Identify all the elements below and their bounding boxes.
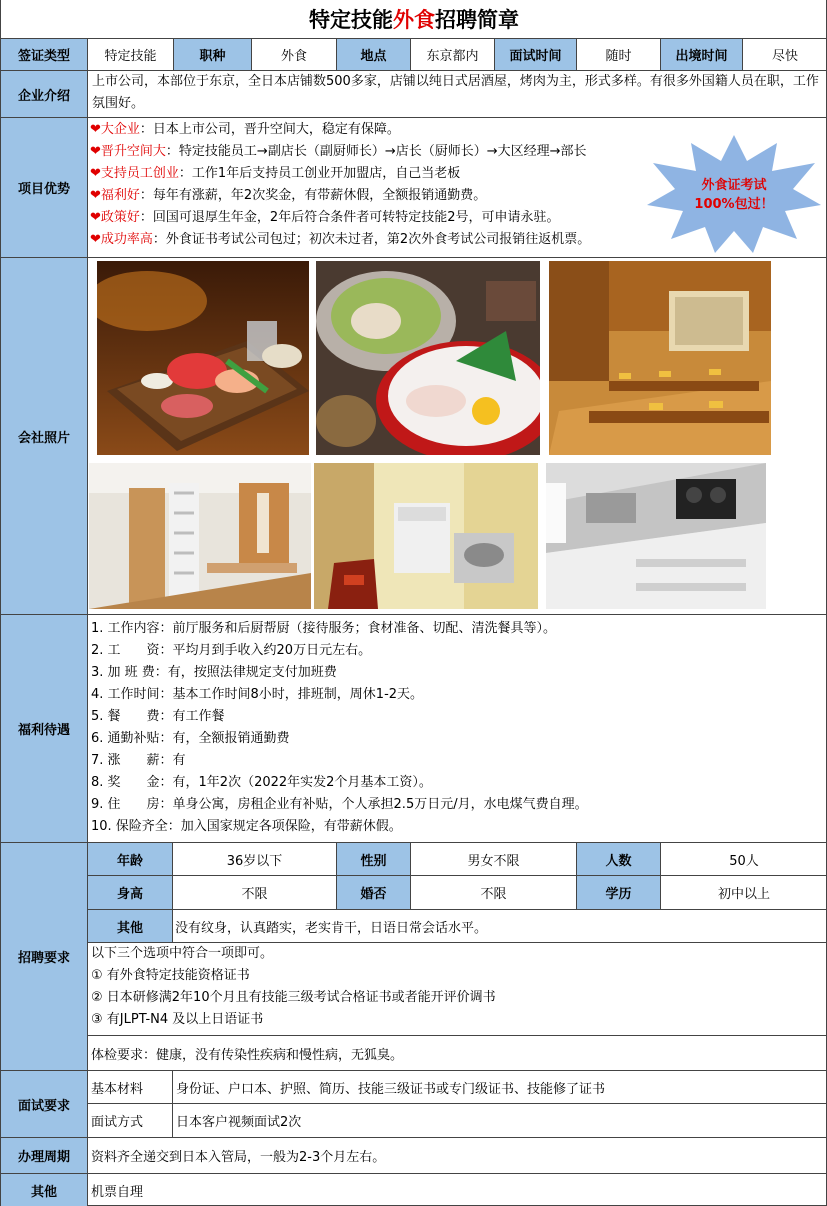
education-value: 初中以上 [660, 875, 827, 909]
job-type-value: 外食 [251, 38, 336, 70]
kitchen-photo [546, 463, 766, 609]
marital-status-label: 婚否 [336, 875, 410, 909]
processing-period-value: 资料齐全递交到日本入管局，一般为2-3个月左右。 [87, 1137, 827, 1173]
gender-label: 性别 [336, 842, 410, 875]
welfare-item: 2. 工 资：平均月到手收入约20万日元左右。 [91, 643, 372, 658]
education-label: 学历 [576, 875, 660, 909]
apartment-room-photo [89, 463, 311, 609]
heart-icon: ❤ [90, 166, 101, 181]
photo-gallery [87, 257, 827, 614]
badge-line-2: 100%包过！ [694, 197, 774, 212]
advantage-item: ❤福利好：每年有涨薪，年2次奖金，有带薪休假，全额报销通勤费。 [90, 188, 487, 203]
processing-period-label: 办理周期 [0, 1137, 87, 1173]
welfare-item: 8. 奖 金：有，1年2次（2022年实发2个月基本工资）。 [91, 775, 432, 790]
badge-line-1: 外食证考试 [701, 178, 767, 193]
title-prefix: 特定技能 [309, 8, 393, 32]
interview-time-value: 随时 [576, 38, 660, 70]
age-value: 36岁以下 [172, 842, 336, 875]
materials-label: 基本材料 [87, 1070, 172, 1103]
title-suffix: 招聘简章 [435, 8, 519, 32]
welfare-item: 7. 涨 薪：有 [91, 753, 186, 768]
advantage-item: ❤大企业：日本上市公司，晋升空间大，稳定有保障。 [90, 122, 400, 137]
headcount-label: 人数 [576, 842, 660, 875]
visa-type-value: 特定技能 [87, 38, 173, 70]
restaurant-interior-photo [549, 261, 771, 455]
job-type-label: 职种 [173, 38, 251, 70]
interview-req-label: 面试要求 [0, 1070, 87, 1137]
welfare-item: 10. 保险齐全：加入国家规定各项保险，有带薪休假。 [91, 819, 402, 834]
heart-icon: ❤ [90, 188, 101, 203]
welfare-item: 6. 通勤补贴：有，全额报销通勤费 [91, 731, 290, 746]
advantage-item: ❤政策好：回国可退厚生年金，2年后符合条件者可转特定技能2号，可申请永驻。 [90, 210, 560, 225]
qualification-intro: 以下三个选项中符合一项即可。 [91, 946, 274, 961]
qualification-option: ① 有外食特定技能资格证书 [91, 968, 250, 983]
location-value: 东京都内 [410, 38, 494, 70]
marital-status-value: 不限 [410, 875, 576, 909]
advantage-item: ❤成功率高：外食证书考试公司包过；初次未过者，第2次外食考试公司报销往返机票。 [90, 232, 591, 247]
welfare-item: 9. 住 房：单身公寓，房租企业有补贴，个人承担2.5万日元/月，水电煤气费自理。 [91, 797, 588, 812]
photos-label: 会社照片 [0, 257, 87, 614]
heart-icon: ❤ [90, 232, 101, 247]
laundry-area-photo [314, 463, 538, 609]
heart-icon: ❤ [90, 144, 101, 159]
materials-value: 身份证、户口本、护照、简历、技能三级证书或专门级证书、技能修了证书 [172, 1070, 827, 1103]
welfare-label: 福利待遇 [0, 614, 87, 842]
advantage-item: ❤支持员工创业：工作1年后支持员工创业开加盟店，自己当老板 [90, 166, 461, 181]
qualification-options [87, 942, 827, 1035]
departure-time-label: 出境时间 [660, 38, 742, 70]
heart-icon: ❤ [90, 122, 101, 137]
hotpot-dishes-photo [316, 261, 540, 455]
company-intro-text: 上市公司，本部位于东京，全日本店铺数500多家，店铺以纯日式居酒屋，烤肉为主，形式多样。有很多外国籍人员在职，工作氛围好。 [87, 70, 827, 117]
other-req-value: 没有纹身，认真踏实，老实肯干，日语日常会话水平。 [172, 909, 827, 942]
sashimi-platter-photo [97, 261, 309, 455]
interview-method-value: 日本客户视频面试2次 [172, 1103, 827, 1137]
visa-type-label: 签证类型 [0, 38, 87, 70]
company-intro-label: 企业介绍 [0, 70, 87, 117]
advantage-item: ❤晋升空间大：特定技能员工→副店长（副厨师长）→店长（厨师长）→大区经理→部长 [90, 144, 587, 159]
advantages-label: 项目优势 [0, 117, 87, 257]
location-label: 地点 [336, 38, 410, 70]
welfare-item: 4. 工作时间：基本工作时间8小时，排班制，周休1-2天。 [91, 687, 424, 702]
age-label: 年龄 [87, 842, 172, 875]
qualification-option: ③ 有JLPT-N4 及以上日语证书 [91, 1012, 264, 1027]
qualification-option: ② 日本研修满2年10个月且有技能三级考试合格证书或者能开评价调书 [91, 990, 496, 1005]
other-value: 机票自理 [87, 1173, 827, 1206]
health-requirement: 体检要求：健康，没有传染性疾病和慢性病，无狐臭。 [87, 1035, 827, 1070]
welfare-item: 3. 加 班 费：有，按照法律规定支付加班费 [91, 665, 337, 680]
departure-time-value: 尽快 [742, 38, 827, 70]
height-value: 不限 [172, 875, 336, 909]
other-label: 其他 [0, 1173, 87, 1206]
welfare-item: 1. 工作内容：前厅服务和后厨帮厨（接待服务；食材准备、切配、清洗餐具等）。 [91, 621, 557, 636]
page-title [0, 0, 827, 38]
interview-time-label: 面试时间 [494, 38, 576, 70]
other-req-label: 其他 [87, 909, 172, 942]
heart-icon: ❤ [90, 210, 101, 225]
height-label: 身高 [87, 875, 172, 909]
gender-value: 男女不限 [410, 842, 576, 875]
requirements-label: 招聘要求 [0, 842, 87, 1070]
title-highlight: 外食 [393, 8, 435, 32]
interview-method-label: 面试方式 [87, 1103, 172, 1137]
exam-guarantee-badge [645, 133, 823, 255]
welfare-list [87, 614, 827, 842]
welfare-item: 5. 餐 费：有工作餐 [91, 709, 225, 724]
headcount-value: 50人 [660, 842, 827, 875]
